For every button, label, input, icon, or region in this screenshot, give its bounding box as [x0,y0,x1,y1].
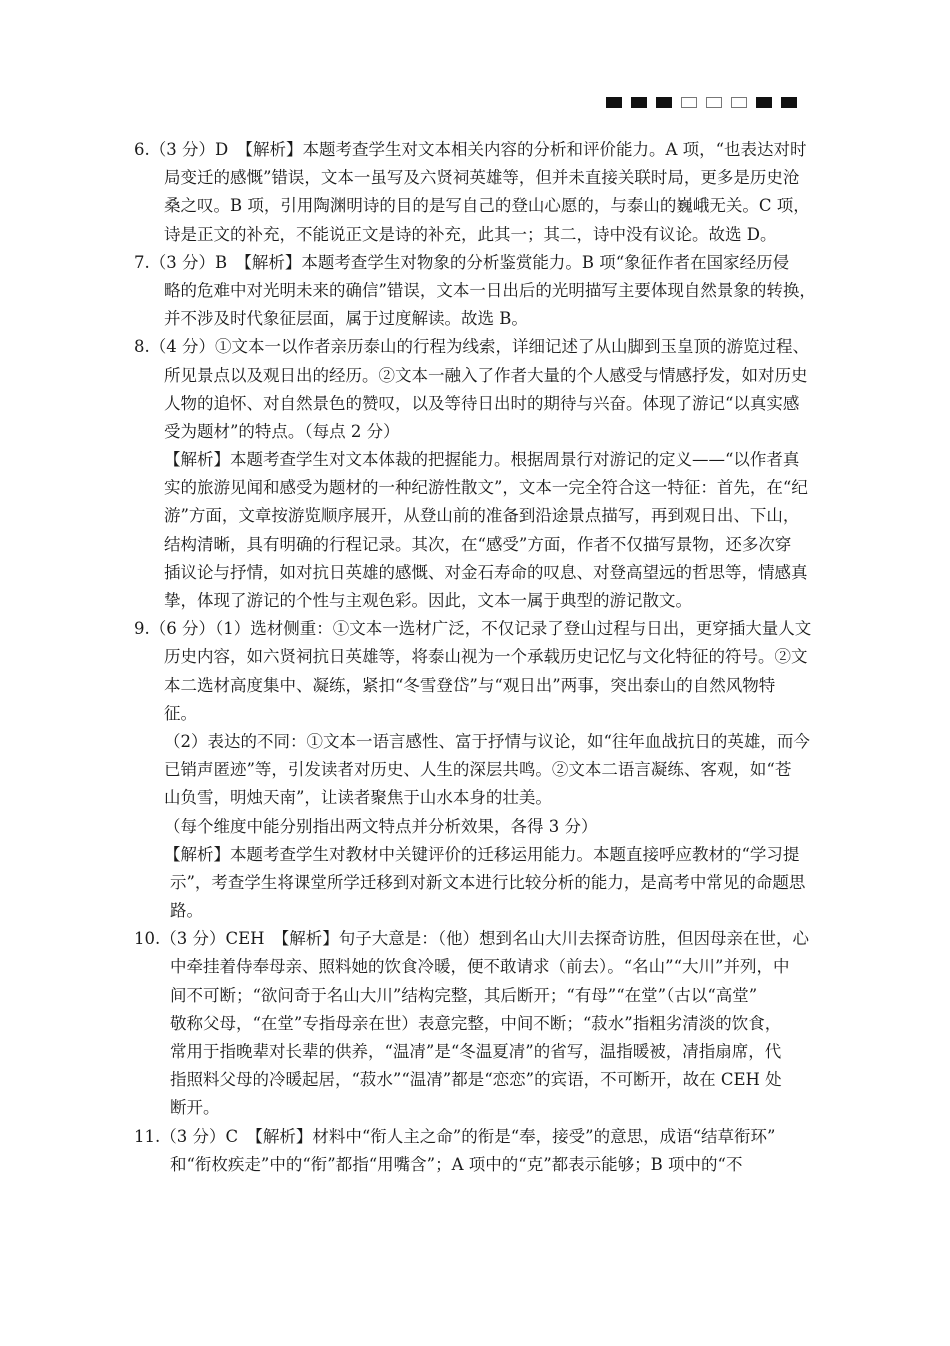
text-line: （每个维度中能分别指出两文特点并分析效果，各得 3 分） [164,816,598,836]
header-mark-empty [731,97,747,108]
text-line: 并不涉及时代象征层面，属于过度解读。故选 B。 [164,309,528,329]
question-line: 10.（3 分）CEH 【解析】句子大意是：（他）想到名山大川去探奇访胜，但因母亲在世，心 [134,929,810,949]
text-line: 敬称父母，“在堂”专指母亲在世）表意完整，中间不断；“菽水”指粗劣清淡的饮食， [170,1013,782,1033]
question-line: 8.（4 分）①文本一以作者亲历泰山的行程为线索，详细记述了从山脚到玉皇顶的游览过程、 [134,337,809,357]
text-line: 所见景点以及观日出的经历。②文本一融入了作者大量的个人感受与情感抒发，如对历史 [164,365,808,385]
text-line: 路。 [170,901,203,921]
header-marks [606,97,797,108]
text-line: 山负雪，明烛天南”，让读者聚焦于山水本身的壮美。 [164,788,552,808]
text-line: 人物的追怀、对自然景色的赞叹，以及等待日出时的期待与兴奋。体现了游记“以真实感 [164,393,800,413]
text-line: 【解析】本题考查学生对文本体裁的把握能力。根据周景行对游记的定义——“以作者真 [164,450,800,470]
answer-document [134,136,820,1179]
text-line: 已销声匿迹”等，引发读者对历史、人生的深层共鸣。②文本二语言凝练、客观，如“苍 [164,760,792,780]
text-line: 本二选材高度集中、凝练，紧扣“冬雪登岱”与“观日出”两事，突出泰山的自然风物特 [164,675,776,695]
text-line: 中牵挂着侍奉母亲、照料她的饮食冷暖，便不敢请求（前去）。“名山”“大川”并列，中 [170,957,790,977]
text-line: 插议论与抒情，如对抗日英雄的感慨、对金石寿命的叹息、对登高望远的哲思等，情感真 [164,562,808,582]
question-line: 11.（3 分）C 【解析】材料中“衔人主之命”的衔是“奉，接受”的意思，成语“结草衔环” [134,1126,776,1146]
header-mark-filled [756,97,772,108]
header-mark-filled [631,97,647,108]
header-mark-filled [606,97,622,108]
text-line: 征。 [164,703,197,723]
text-line: 挚，体现了游记的个性与主观色彩。因此，文本一属于典型的游记散文。 [164,591,692,610]
text-line: 游”方面，文章按游览顺序展开，从登山前的准备到沿途景点描写，再到观日出、下山， [164,506,800,526]
text-line: 【解析】本题考查学生对教材中关键评价的迁移运用能力。本题直接呼应教材的“学习提 [164,844,800,864]
question-line: 9.（6 分）（1）选材侧重：①文本一选材广泛，不仅记录了登山过程与日出，更穿插大量人文 [134,619,812,639]
text-line: 指照料父母的冷暖起居，“菽水”“温凊”都是“恋恋”的宾语，不可断开，故在 CEH 处 [170,1070,782,1090]
text-line: 和“衔枚疾走”中的“衔”都指“用嘴含”；A 项中的“克”都表示能够；B 项中的“不 [170,1154,743,1174]
text-line: 实的旅游见闻和感受为题材的一种纪游性散文”，文本一完全符合这一特征：首先，在“纪 [164,478,808,498]
text-line: 示”，考查学生将课堂所学迁移到对新文本进行比较分析的能力，是高考中常见的命题思 [170,872,806,892]
text-line: 间不可断；“欲问奇于名山大川”结构完整，其后断开；“有母”“在堂”（古以“高堂” [170,985,758,1005]
header-mark-empty [681,97,697,108]
question-line: 6.（3 分）D 【解析】本题考查学生对文本相关内容的分析和评价能力。A 项，“也表达对时 [134,140,807,159]
text-line: 局变迁的感慨”错误，文本一虽写及六贤祠英雄等，但并未直接关联时局，更多是历史沧 [164,168,800,188]
header-mark-filled [781,97,797,108]
text-line: （2）表达的不同：①文本一语言感性、富于抒情与议论，如“往年血战抗日的英雄，而今 [164,731,810,751]
text-line: 诗是正文的补充，不能说正文是诗的补充，此其一；其二，诗中没有议论。故选 D。 [164,224,777,244]
text-line: 历史内容，如六贤祠抗日英雄等，将泰山视为一个承载历史记忆与文化特征的符号。②文 [164,647,808,667]
header-mark-filled [656,97,672,108]
header-mark-empty [706,97,722,108]
text-line: 常用于指晚辈对长辈的供养，“温凊”是“冬温夏凊”的省写，温指暖被，凊指扇席，代 [170,1042,782,1061]
text-line: 受为题材”的特点。（每点 2 分） [164,421,400,441]
text-line: 结构清晰，具有明确的行程记录。其次，在“感受”方面，作者不仅描写景物，还多次穿 [164,534,792,554]
text-line: 桑之叹。B 项，引用陶渊明诗的目的是写自己的登山心愿的，与泰山的巍峨无关。C 项， [164,196,810,216]
question-line: 7.（3 分）B 【解析】本题考查学生对物象的分析鉴赏能力。B 项“象征作者在国家经历侵 [134,252,790,272]
text-line: 断开。 [170,1098,220,1118]
text-line: 略的危难中对光明未来的确信”错误，文本一日出后的光明描写主要体现自然景象的转换， [164,280,816,300]
